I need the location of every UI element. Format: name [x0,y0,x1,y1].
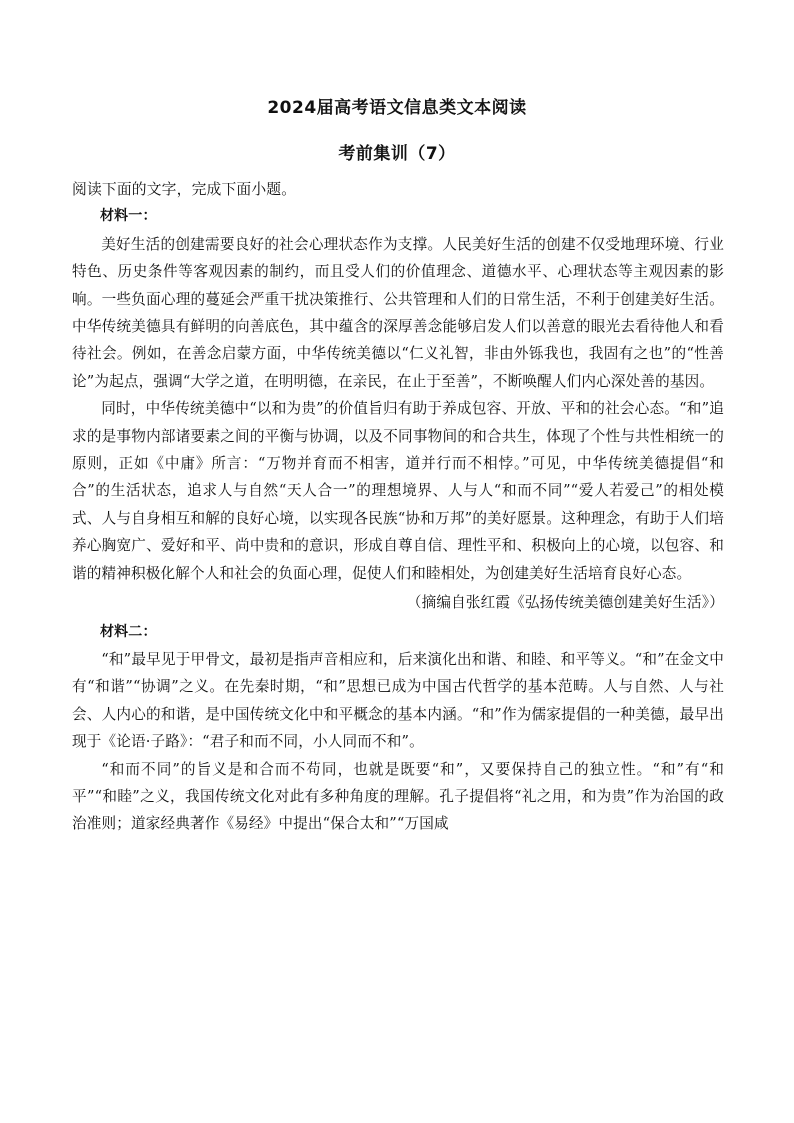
material1-heading: 材料一： [100,208,157,225]
document-subtitle: 考前集训（7） [338,144,456,164]
material1-source: （摘编自张红霞《弘扬传统美德创建美好生活》） [406,594,724,612]
document-body [72,176,724,838]
material1-paragraph-1: 美好生活的创建需要良好的社会心理状态作为支撑。人民美好生活的创建不仅受地理环境、行业特色、历史条件等客观因素的制约，而且受人们的价值理念、道德水平、心理状态等主观因素的影响。一些负面心理的蔓延会严重干扰决策推行、公共管理和人们的日常生活，不利于创建美好生活。中华传统美德具有鲜明的向善底色，其中蕴含的深厚善念能够启发人们以善意的眼光去看待他人和看待社会。例如，在善念启蒙方面，中华传统美德以“仁义礼智，非由外铄我也，我固有之也”的“性善论”为起点，强调“大学之道，在明明德，在亲民，在止于至善”，不断唤醒人们内心深处善的基因。 [72,235,724,390]
material2-paragraph-1: “和”最早见于甲骨文，最初是指声音相应和，后来演化出和谐、和睦、和平等义。“和”在金文中有“和谐”“协调”之义。在先秦时期，“和”思想已成为中国古代哲学的基本范畴。人与自然、人与社会、人内心的和谐，是中国传统文化中和平概念的基本内涵。“和”作为儒家提倡的一种美德，最早出现于《论语·子路》：“君子和而不同，小人同而不和”。 [72,650,724,751]
material2-paragraph-2: “和而不同”的旨义是和合而不苟同，也就是既要“和”，又要保持自己的独立性。“和”有“和平”“和睦”之义，我国传统文化对此有多种角度的理解。孔子提倡将“礼之用，和为贵”作为治国的政治准则；道家经典著作《易经》中提出“保合太和”“万国咸 [72,760,724,833]
document-title: 2024届高考语文信息类文本阅读 [267,98,527,118]
material1-paragraph-2: 同时，中华传统美德中“以和为贵”的价值旨归有助于养成包容、开放、平和的社会心态。“和”追求的是事物内部诸要素之间的平衡与协调，以及不同事物间的和合共生，体现了个性与共性相统一的原则，正如《中庸》所言：“万物并育而不相害，道并行而不相悖。”可见，中华传统美德提倡“和合”的生活状态，追求人与自然“天人合一”的理想境界、人与人“和而不同”“爱人若爱己”的相处模式、人与自身相互和解的良好心境，以实现各民族“协和万邦”的美好愿景。这种理念，有助于人们培养心胸宽广、爱好和平、尚中贵和的意识，形成自尊自信、理性平和、积极向上的心境，以包容、和谐的精神积极化解个人和社会的负面心理，促使人们和睦相处，为创建美好生活培育良好心态。 [72,400,724,582]
material2-heading: 材料二： [100,623,157,640]
instruction-text: 阅读下面的文字，完成下面小题。 [72,181,297,198]
